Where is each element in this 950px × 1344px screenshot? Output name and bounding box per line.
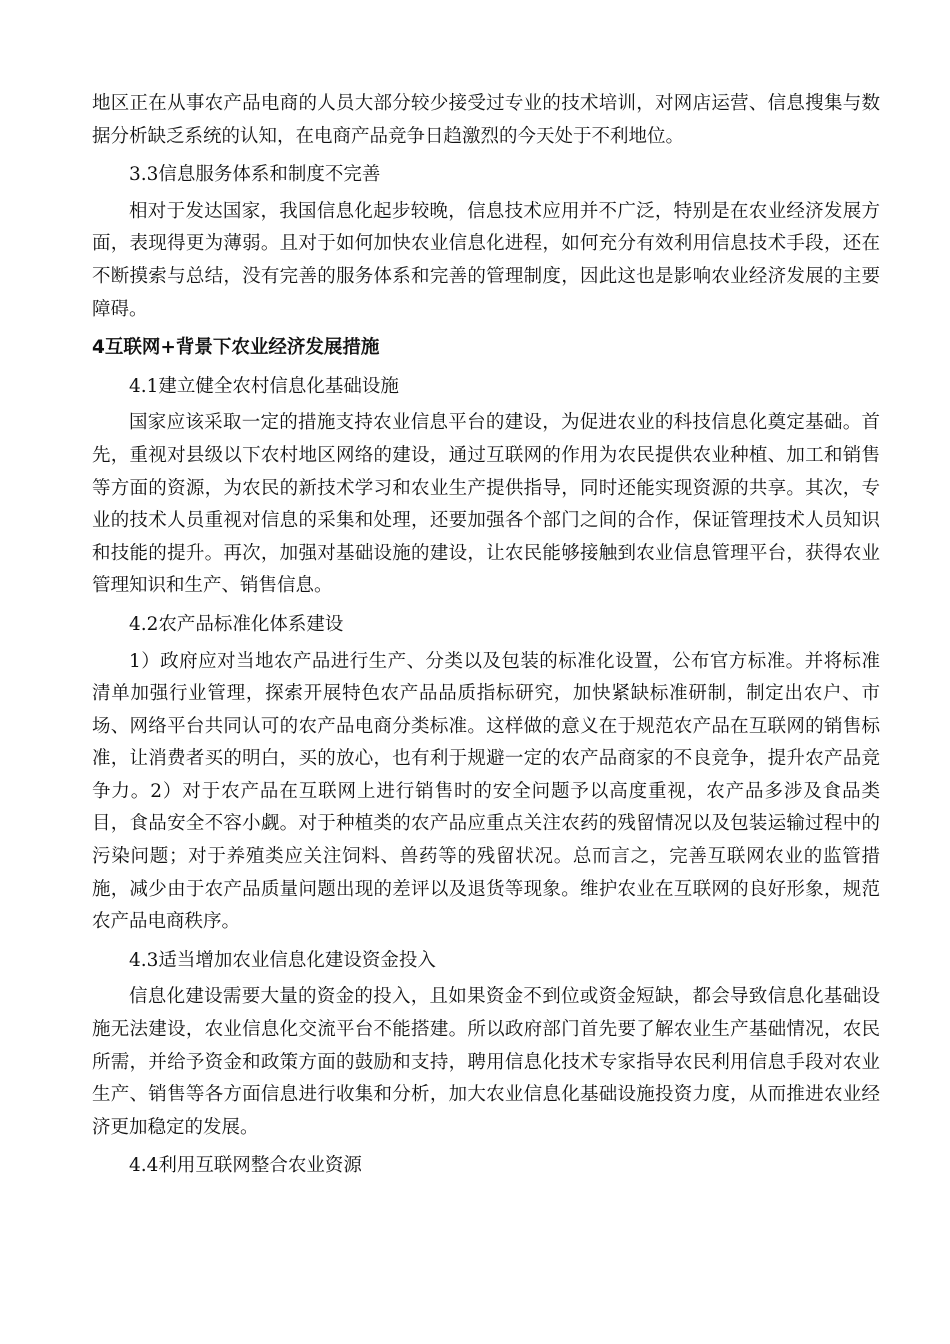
subheading-3-3: 3.3信息服务体系和制度不完善: [129, 164, 381, 186]
paragraph-continued: 地区正在从事农产品电商的人员大部分较少接受过专业的技术培训，对网店运营、信息搜集与数据分析缺乏系统的认知，在电商产品竞争日趋激烈的今天处于不利地位。: [92, 93, 880, 147]
paragraph-info-service: 相对于发达国家，我国信息化起步较晚，信息技术应用并不广泛，特别是在农业经济发展方面，表现得更为薄弱。且对于如何加快农业信息化进程，如何充分有效利用信息技术手段，还在不断摸索与总结，没有完善的服务体系和完善的管理制度，因此这也是影响农业经济发展的主要障碍。: [92, 200, 880, 320]
subheading-4-3: 4.3适当增加农业信息化建设资金投入: [129, 949, 436, 971]
paragraph-funding: 信息化建设需要大量的资金的投入，且如果资金不到位或资金短缺，都会导致信息化基础设施无法建设，农业信息化交流平台不能搭建。所以政府部门首先要了解农业生产基础情况，农民所需，并给予资金和政策方面的鼓励和支持，聘用信息化技术专家指导农民利用信息手段对农业生产、销售等各方面信息进行收集和分析，加大农业信息化基础设施投资力度，从而推进农业经济更加稳定的发展。: [92, 986, 880, 1138]
paragraph-standardization: 1）政府应对当地农产品进行生产、分类以及包装的标准化设置，公布官方标准。并将标准清单加强行业管理，探索开展特色农产品品质指标研究，加快紧缺标准研制，制定出农户、市场、网络平台共同认可的农产品电商分类标准。这样做的意义在于规范农产品在互联网的销售标准，让消费者买的明白，买的放心，也有利于规避一定的农产品商家的不良竞争，提升农产品竞争力。2）对于农产品在互联网上进行销售时的安全问题予以高度重视，农产品多涉及食品类目，食品安全不容小觑。对于种植类的农产品应重点关注农药的残留情况以及包装运输过程中的污染问题；对于养殖类应关注饲料、兽药等的残留状况。总而言之，完善互联网农业的监管措施，减少由于农产品质量问题出现的差评以及退货等现象。维护农业在互联网的良好形象，规范农产品电商秩序。: [92, 650, 880, 933]
section-heading-4: 4互联网+背景下农业经济发展措施: [92, 337, 380, 359]
subheading-4-1: 4.1建立健全农村信息化基础设施: [129, 375, 399, 397]
paragraph-infrastructure: 国家应该采取一定的措施支持农业信息平台的建设，为促进农业的科技信息化奠定基础。首先，重视对县级以下农村地区网络的建设，通过互联网的作用为农民提供农业种植、加工和销售等方面的资源，为农民的新技术学习和农业生产提供指导，同时还能实现资源的共享。其次，专业的技术人员重视对信息的采集和处理，还要加强各个部门之间的合作，保证管理技术人员知识和技能的提升。再次，加强对基础设施的建设，让农民能够接触到农业信息管理平台，获得农业管理知识和生产、销售信息。: [92, 412, 880, 597]
subheading-4-2: 4.2农产品标准化体系建设: [129, 613, 344, 635]
subheading-4-4: 4.4利用互联网整合农业资源: [129, 1155, 362, 1177]
